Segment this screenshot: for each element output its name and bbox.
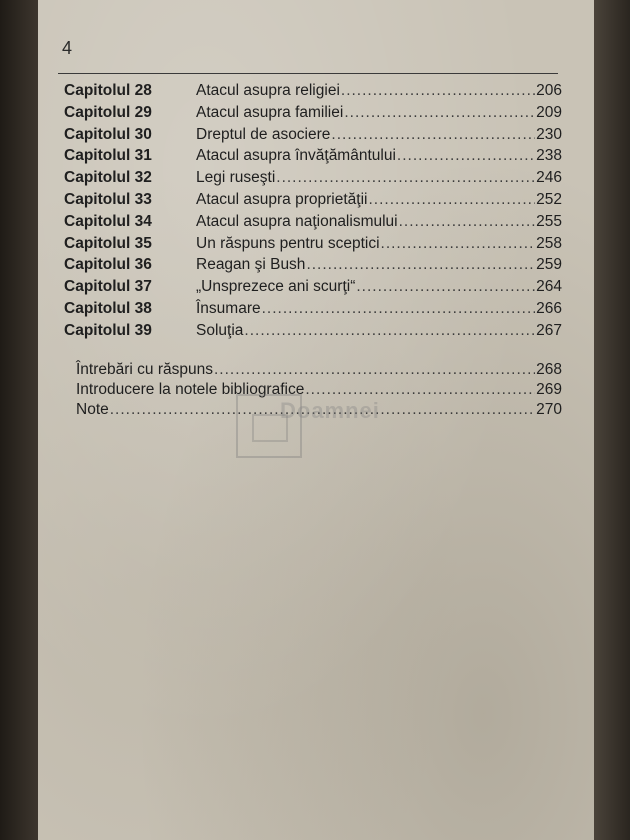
chapter-page: 206	[536, 82, 562, 99]
chapter-title: Însumare	[196, 299, 261, 317]
appendix-page: 269	[536, 381, 562, 398]
chapter-page: 252	[536, 190, 562, 208]
book-spine-shadow	[0, 0, 38, 840]
toc-row	[64, 211, 562, 233]
chapter-page: 230	[536, 125, 562, 143]
toc-row	[64, 80, 562, 102]
appendix-title: Note	[76, 401, 109, 418]
chapter-label: Capitolul 38	[64, 299, 152, 317]
toc-row	[64, 276, 562, 298]
chapter-page: 246	[536, 169, 562, 187]
dot-leader	[214, 360, 535, 380]
toc-row	[64, 124, 562, 146]
chapter-label: Capitolul 34	[64, 212, 152, 230]
chapter-title: Reagan şi Bush	[196, 256, 306, 274]
dot-leader	[341, 80, 535, 102]
chapter-label: Capitolul 31	[64, 147, 152, 165]
toc-row	[64, 145, 562, 167]
chapter-title: Legi ruseşti	[196, 169, 276, 187]
dot-leader	[368, 189, 535, 211]
chapter-title: Atacul asupra proprietăţii	[196, 190, 368, 208]
chapter-label: Capitolul 33	[64, 190, 152, 208]
chapter-label: Capitolul 36	[64, 256, 152, 274]
appendix-title: Întrebări cu răspuns	[76, 361, 213, 378]
dot-leader	[244, 320, 535, 342]
chapter-title: Atacul asupra religiei	[196, 82, 340, 99]
page-edge	[594, 0, 630, 840]
chapter-title: Atacul asupra familiei	[196, 103, 344, 121]
chapter-page: 209	[536, 103, 562, 121]
toc-row	[64, 189, 562, 211]
chapter-label: Capitolul 28	[64, 82, 152, 99]
page-number: 4	[62, 38, 73, 58]
chapter-title: Atacul asupra naţionalismului	[196, 212, 398, 230]
appendix-row	[76, 360, 562, 380]
dot-leader	[262, 298, 536, 320]
toc-row	[64, 233, 562, 255]
chapter-page: 258	[536, 234, 562, 252]
appendix-row	[76, 380, 562, 400]
dot-leader	[399, 211, 536, 233]
chapter-label: Capitolul 32	[64, 169, 152, 187]
chapter-title: Un răspuns pentru sceptici	[196, 234, 380, 252]
toc-row	[64, 298, 562, 320]
chapter-label: Capitolul 37	[64, 278, 152, 296]
dot-leader	[331, 124, 535, 146]
dot-leader	[356, 276, 535, 298]
dot-leader	[397, 145, 535, 167]
chapter-title: Soluţia	[196, 321, 244, 339]
dot-leader	[381, 233, 536, 255]
dot-leader	[276, 167, 535, 189]
dot-leader	[306, 254, 535, 276]
chapter-title: „Unsprezece ani scurţi“	[196, 278, 356, 296]
appendix-page: 268	[536, 361, 562, 378]
chapter-title: Dreptul de asociere	[196, 125, 331, 143]
toc-row	[64, 102, 562, 124]
chapter-page: 264	[536, 278, 562, 296]
chapter-page: 266	[536, 299, 562, 317]
chapter-label: Capitolul 35	[64, 234, 152, 252]
table-of-contents	[64, 80, 562, 342]
chapter-page: 238	[536, 147, 562, 165]
chapter-title: Atacul asupra învăţământului	[196, 147, 396, 165]
chapter-label: Capitolul 39	[64, 321, 152, 339]
header-rule	[58, 73, 558, 74]
appendix-title: Introducere la notele bibliografice	[76, 381, 305, 398]
watermark-text: Doamnei	[280, 398, 380, 423]
toc-row	[64, 320, 562, 342]
dot-leader	[305, 380, 535, 400]
toc-row	[64, 167, 562, 189]
appendix-page: 270	[536, 401, 562, 418]
chapter-page: 259	[536, 256, 562, 274]
chapter-page: 267	[536, 321, 562, 339]
chapter-page: 255	[536, 212, 562, 230]
toc-row	[64, 254, 562, 276]
chapter-label: Capitolul 30	[64, 125, 152, 143]
chapter-label: Capitolul 29	[64, 103, 152, 121]
dot-leader	[344, 102, 535, 124]
